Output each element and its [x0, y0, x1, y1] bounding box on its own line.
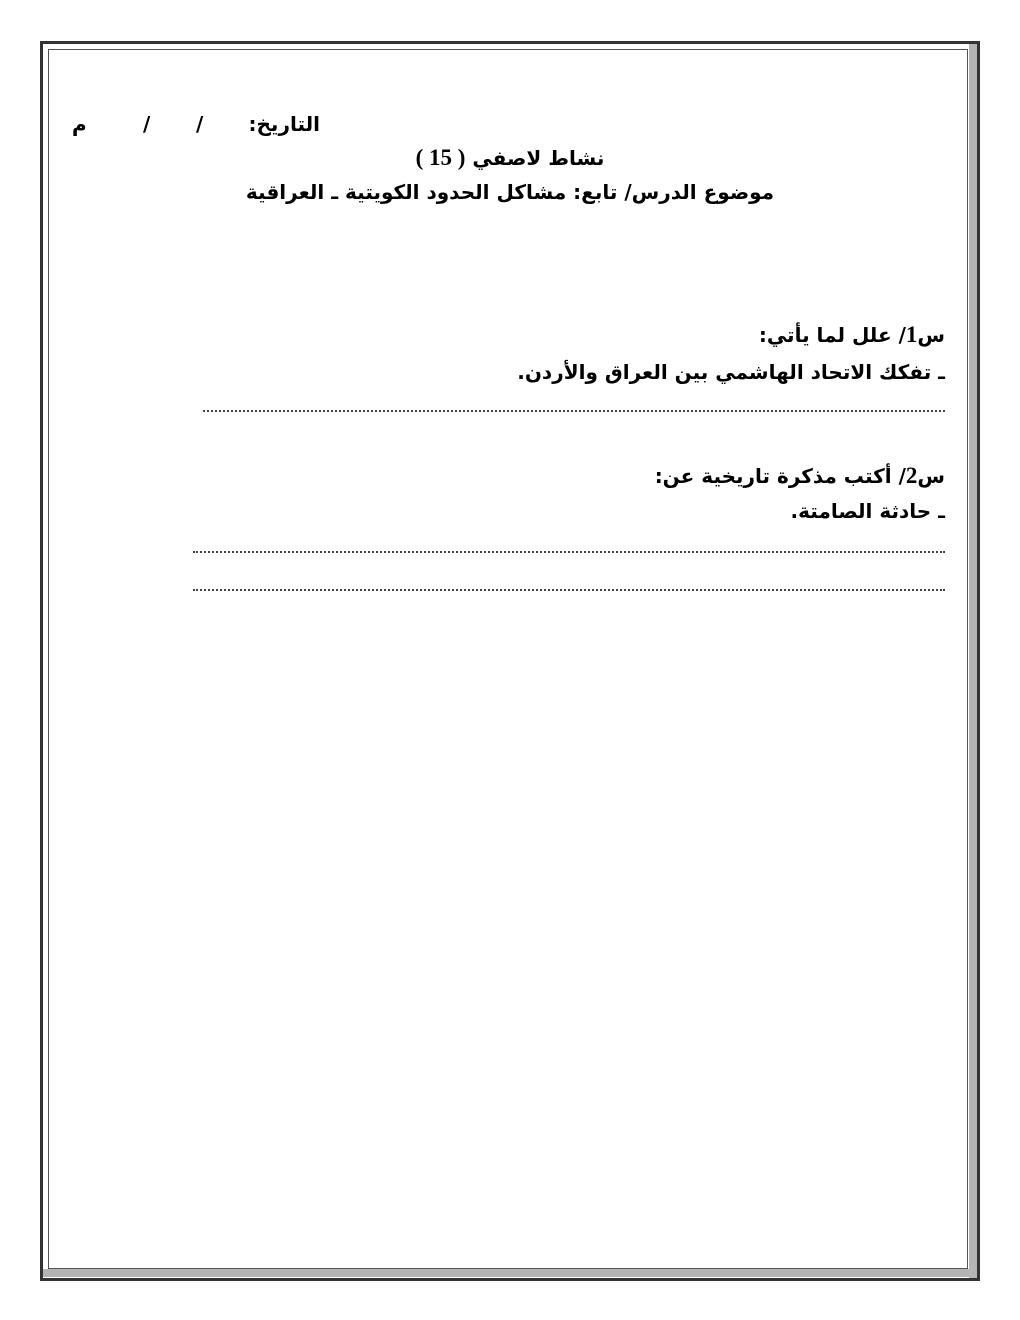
answer-line	[203, 410, 945, 412]
lesson-topic: موضوع الدرس/ تابع: مشاكل الحدود الكويتية ـ العراقية	[245, 180, 775, 204]
activity-number: ( 15 )	[415, 145, 466, 170]
question-number: 1	[905, 322, 918, 347]
answer-line	[193, 589, 945, 591]
date-separator: /	[196, 112, 204, 136]
page-border-shadow-right	[969, 44, 977, 1278]
question-1	[345, 323, 945, 347]
question-prompt: / أكتب مذكرة تاريخية عن:	[654, 464, 906, 488]
question-2-item: ـ حادثة الصامتة.	[790, 499, 945, 523]
date-suffix: م	[72, 112, 87, 136]
question-prefix: س	[917, 323, 945, 347]
answer-line	[193, 551, 945, 553]
page-border-shadow-bottom	[43, 1269, 977, 1277]
date-label: التاريخ:	[248, 112, 320, 136]
question-number: 2	[905, 463, 918, 488]
activity-label: نشاط لاصفي	[472, 146, 605, 170]
question-prefix: س	[917, 464, 945, 488]
page-inner-border	[48, 49, 968, 1269]
activity-title	[0, 146, 1020, 170]
question-1-item: ـ تفكك الاتحاد الهاشمي بين العراق والأردن.	[517, 360, 945, 384]
question-prompt: / علل لما يأتي:	[758, 323, 906, 347]
question-2	[345, 464, 945, 488]
date-separator: /	[143, 112, 151, 136]
